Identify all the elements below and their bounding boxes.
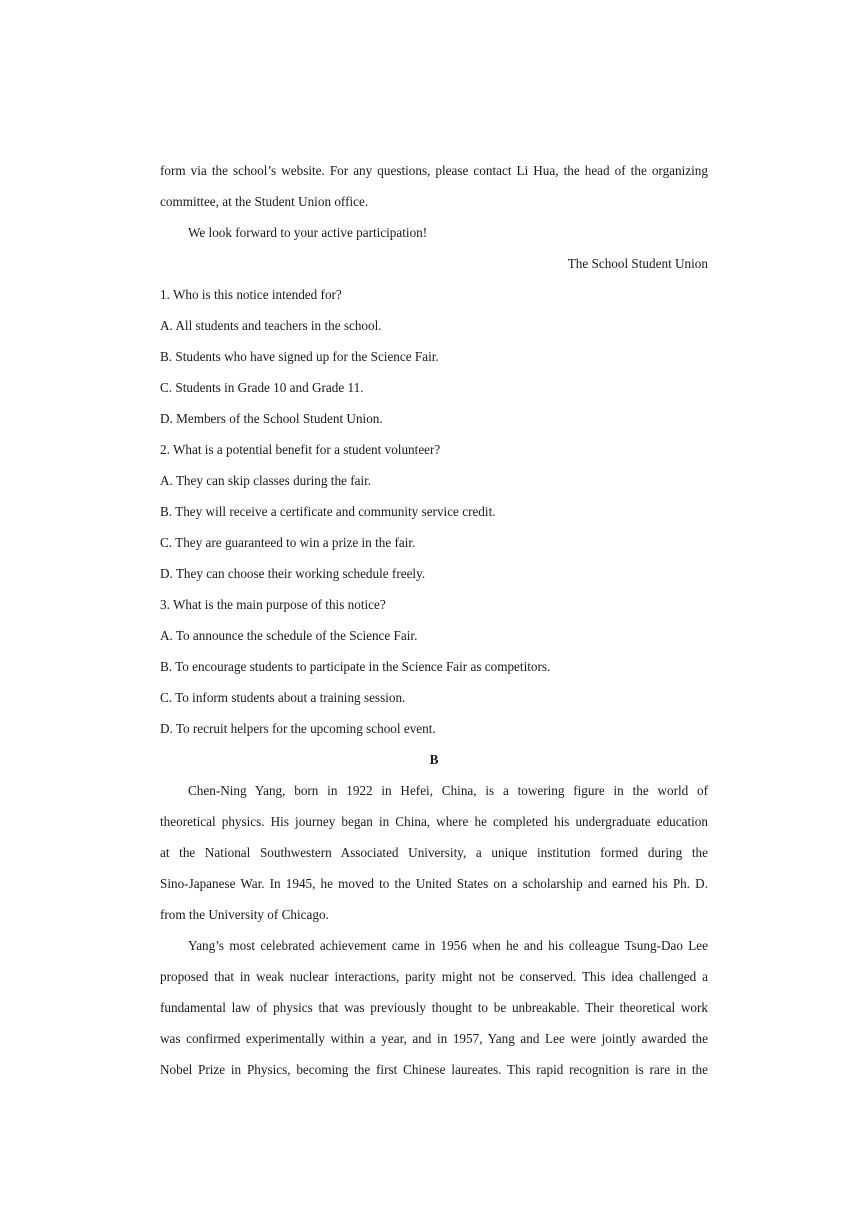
question-1-option-a: A. All students and teachers in the school.	[160, 318, 382, 333]
section-b-heading: B	[429, 752, 439, 767]
question-1: 1. Who is this notice intended for?	[160, 287, 342, 302]
question-2-option-a: A. They can skip classes during the fair.	[160, 473, 372, 488]
paragraph-line: Nobel Prize in Physics, becoming the first Chinese laureates. This rapid recognition is rare in the	[160, 1062, 708, 1077]
paragraph-line: Sino-Japanese War. In 1945, he moved to the United States on a scholarship and earned his Ph. D.	[160, 876, 708, 891]
notice-line: committee, at the Student Union office.	[160, 194, 369, 209]
page-content	[160, 155, 708, 1085]
question-3: 3. What is the main purpose of this notice?	[160, 597, 386, 612]
paragraph-line: was confirmed experimentally within a year, and in 1957, Yang and Lee were jointly awarded the	[160, 1031, 708, 1046]
question-1-option-b: B. Students who have signed up for the Science Fair.	[160, 349, 439, 364]
paragraph-line: fundamental law of physics that was previously thought to be unbreakable. Their theoretical work	[160, 1000, 708, 1015]
question-1-option-d: D. Members of the School Student Union.	[160, 411, 383, 426]
paragraph-line: proposed that in weak nuclear interactions, parity might not be conserved. This idea challenged a	[160, 969, 708, 984]
section-b-paragraph-2	[160, 930, 708, 1085]
question-3-option-d: D. To recruit helpers for the upcoming school event.	[160, 721, 436, 736]
paragraph-line: at the National Southwestern Associated University, a unique institution formed during the	[160, 845, 708, 860]
notice-closing: We look forward to your active participation!	[188, 225, 428, 240]
notice-line: form via the school’s website. For any questions, please contact Li Hua, the head of the organizing	[160, 163, 708, 178]
question-2-option-b: B. They will receive a certificate and community service credit.	[160, 504, 496, 519]
notice-signature: The School Student Union	[567, 256, 708, 271]
paragraph-line: theoretical physics. His journey began in China, where he completed his undergraduate education	[160, 814, 708, 829]
question-2-option-c: C. They are guaranteed to win a prize in the fair.	[160, 535, 416, 550]
question-3-option-a: A. To announce the schedule of the Science Fair.	[160, 628, 418, 643]
question-3-option-b: B. To encourage students to participate in the Science Fair as competitors.	[160, 659, 551, 674]
section-b-paragraph-1	[160, 775, 708, 930]
paragraph-line: Chen-Ning Yang, born in 1922 in Hefei, China, is a towering figure in the world of	[188, 783, 708, 798]
question-2-option-d: D. They can choose their working schedule freely.	[160, 566, 426, 581]
paragraph-line: Yang’s most celebrated achievement came in 1956 when he and his colleague Tsung-Dao Lee	[188, 938, 708, 953]
question-1-option-c: C. Students in Grade 10 and Grade 11.	[160, 380, 364, 395]
question-2: 2. What is a potential benefit for a student volunteer?	[160, 442, 441, 457]
question-3-option-c: C. To inform students about a training session.	[160, 690, 406, 705]
paragraph-line: from the University of Chicago.	[160, 907, 329, 922]
